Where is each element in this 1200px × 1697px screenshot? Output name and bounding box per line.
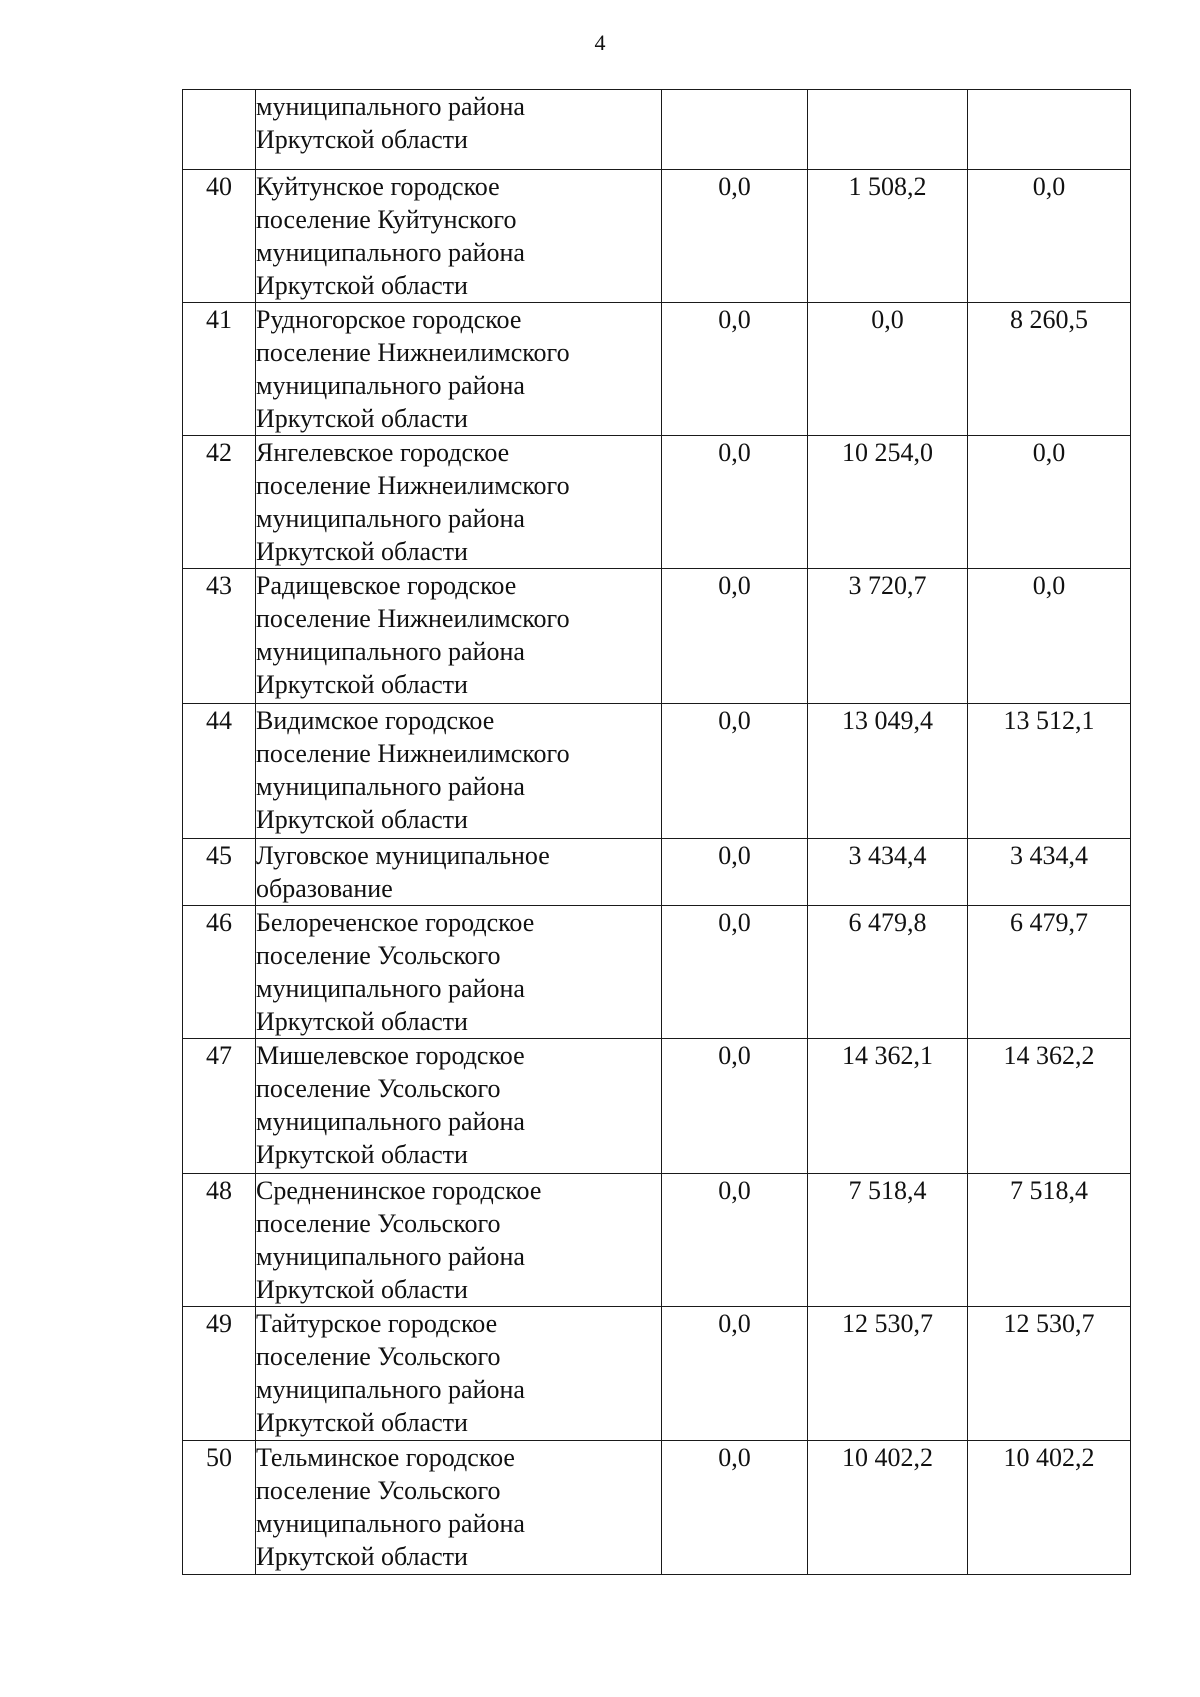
municipality-name-line: Мишелевское городское bbox=[256, 1041, 525, 1070]
municipality-name-line: муниципального района bbox=[256, 371, 525, 400]
value-cell: 7 518,4 bbox=[968, 1174, 1131, 1307]
row-number-cell: 47 bbox=[183, 1039, 256, 1174]
value-cell bbox=[808, 90, 968, 170]
table-row bbox=[183, 1307, 1131, 1441]
value-cell: 0,0 bbox=[662, 1441, 808, 1575]
municipality-name-cell bbox=[256, 170, 662, 303]
row-number-cell: 49 bbox=[183, 1307, 256, 1441]
municipality-name-line: муниципального района bbox=[256, 772, 525, 801]
municipality-name-line: Иркутской области bbox=[256, 125, 468, 154]
value-cell: 10 402,2 bbox=[968, 1441, 1131, 1575]
municipality-name-line: Тайтурское городское bbox=[256, 1309, 498, 1338]
table-row bbox=[183, 569, 1131, 704]
row-number-cell: 44 bbox=[183, 704, 256, 839]
municipality-name-cell bbox=[256, 569, 662, 704]
value-cell: 7 518,4 bbox=[808, 1174, 968, 1307]
row-number-cell: 43 bbox=[183, 569, 256, 704]
table-row bbox=[183, 303, 1131, 436]
value-cell: 13 049,4 bbox=[808, 704, 968, 839]
table-row-continuation bbox=[183, 90, 1131, 170]
table-row bbox=[183, 1441, 1131, 1575]
row-number-cell: 45 bbox=[183, 839, 256, 906]
value-cell: 14 362,1 bbox=[808, 1039, 968, 1174]
municipality-name-line: муниципального района bbox=[256, 1107, 525, 1136]
municipality-name-line: Видимское городское bbox=[256, 706, 495, 735]
municipality-name-cell bbox=[256, 839, 662, 906]
value-cell: 0,0 bbox=[662, 436, 808, 569]
value-cell: 0,0 bbox=[662, 704, 808, 839]
value-cell: 14 362,2 bbox=[968, 1039, 1131, 1174]
table-row bbox=[183, 906, 1131, 1039]
municipality-name-line: муниципального района bbox=[256, 974, 525, 1003]
municipality-name-line: Иркутской области bbox=[256, 1140, 468, 1169]
allocation-table bbox=[182, 89, 1131, 1575]
municipality-name-line: Иркутской области bbox=[256, 271, 468, 300]
municipality-name-line: Тельминское городское bbox=[256, 1443, 515, 1472]
municipality-name-line: Иркутской области bbox=[256, 404, 468, 433]
row-number-cell: 50 bbox=[183, 1441, 256, 1575]
municipality-name-cell bbox=[256, 906, 662, 1039]
value-cell: 3 720,7 bbox=[808, 569, 968, 704]
value-cell: 0,0 bbox=[968, 436, 1131, 569]
table-row bbox=[183, 170, 1131, 303]
value-cell: 12 530,7 bbox=[808, 1307, 968, 1441]
municipality-name-line: поселение Нижнеилимского bbox=[256, 471, 570, 500]
value-cell: 0,0 bbox=[662, 303, 808, 436]
municipality-name-line: поселение Куйтунского bbox=[256, 205, 517, 234]
municipality-name-line: поселение Усольского bbox=[256, 1209, 501, 1238]
municipality-name-line: муниципального района bbox=[256, 92, 525, 121]
municipality-name-line: поселение Нижнеилимского bbox=[256, 604, 570, 633]
municipality-name-cell bbox=[256, 1441, 662, 1575]
municipality-name-line: Куйтунское городское bbox=[256, 172, 500, 201]
municipality-name-line: муниципального района bbox=[256, 1242, 525, 1271]
value-cell: 0,0 bbox=[662, 170, 808, 303]
municipality-name-line: Иркутской области bbox=[256, 805, 468, 834]
municipality-name-cell bbox=[256, 1307, 662, 1441]
value-cell: 10 254,0 bbox=[808, 436, 968, 569]
municipality-name-line: поселение Усольского bbox=[256, 1342, 501, 1371]
municipality-name-line: Луговское муниципальное bbox=[256, 841, 550, 870]
municipality-name-line: Иркутской области bbox=[256, 537, 468, 566]
value-cell: 6 479,8 bbox=[808, 906, 968, 1039]
value-cell: 0,0 bbox=[662, 569, 808, 704]
municipality-name-line: Иркутской области bbox=[256, 1542, 468, 1571]
municipality-name-line: муниципального района bbox=[256, 1509, 525, 1538]
municipality-name-line: Белореченское городское bbox=[256, 908, 535, 937]
value-cell: 12 530,7 bbox=[968, 1307, 1131, 1441]
value-cell: 0,0 bbox=[662, 1174, 808, 1307]
value-cell: 0,0 bbox=[662, 1307, 808, 1441]
value-cell: 8 260,5 bbox=[968, 303, 1131, 436]
row-number-cell: 48 bbox=[183, 1174, 256, 1307]
municipality-name-line: Иркутской области bbox=[256, 1408, 468, 1437]
municipality-name-line: образование bbox=[256, 874, 393, 903]
table-row bbox=[183, 1174, 1131, 1307]
municipality-name-line: Средненинское городское bbox=[256, 1176, 542, 1205]
municipality-name-line: поселение Усольского bbox=[256, 1476, 501, 1505]
value-cell: 0,0 bbox=[662, 906, 808, 1039]
municipality-name-cell bbox=[256, 1039, 662, 1174]
value-cell: 0,0 bbox=[968, 170, 1131, 303]
municipality-name-line: муниципального района bbox=[256, 637, 525, 666]
value-cell: 6 479,7 bbox=[968, 906, 1131, 1039]
municipality-name-line: поселение Нижнеилимского bbox=[256, 739, 570, 768]
table-body bbox=[183, 90, 1131, 1575]
municipality-name-line: Иркутской области bbox=[256, 1275, 468, 1304]
municipality-name-line: Рудногорское городское bbox=[256, 305, 522, 334]
value-cell: 1 508,2 bbox=[808, 170, 968, 303]
value-cell bbox=[968, 90, 1131, 170]
value-cell: 3 434,4 bbox=[968, 839, 1131, 906]
row-number-cell: 40 bbox=[183, 170, 256, 303]
row-number-cell: 46 bbox=[183, 906, 256, 1039]
municipality-name-cell bbox=[256, 704, 662, 839]
municipality-name-cell bbox=[256, 90, 662, 170]
table-row bbox=[183, 704, 1131, 839]
municipality-name-line: поселение Усольского bbox=[256, 1074, 501, 1103]
value-cell: 0,0 bbox=[808, 303, 968, 436]
municipality-name-line: Янгелевское городское bbox=[256, 438, 510, 467]
value-cell: 0,0 bbox=[662, 839, 808, 906]
table-row bbox=[183, 1039, 1131, 1174]
value-cell bbox=[662, 90, 808, 170]
municipality-name-line: поселение Усольского bbox=[256, 941, 501, 970]
table-row bbox=[183, 839, 1131, 906]
value-cell: 0,0 bbox=[968, 569, 1131, 704]
municipality-name-line: поселение Нижнеилимского bbox=[256, 338, 570, 367]
municipality-name-line: муниципального района bbox=[256, 504, 525, 533]
municipality-name-line: Иркутской области bbox=[256, 1007, 468, 1036]
municipality-name-cell bbox=[256, 1174, 662, 1307]
page-number: 4 bbox=[594, 30, 606, 55]
value-cell: 3 434,4 bbox=[808, 839, 968, 906]
municipality-name-line: Иркутской области bbox=[256, 670, 468, 699]
table-row bbox=[183, 436, 1131, 569]
row-number-cell bbox=[183, 90, 256, 170]
municipality-name-line: муниципального района bbox=[256, 238, 525, 267]
municipality-name-cell bbox=[256, 303, 662, 436]
municipality-name-line: Радищевское городское bbox=[256, 571, 517, 600]
row-number-cell: 41 bbox=[183, 303, 256, 436]
municipality-name-line: муниципального района bbox=[256, 1375, 525, 1404]
value-cell: 10 402,2 bbox=[808, 1441, 968, 1575]
value-cell: 0,0 bbox=[662, 1039, 808, 1174]
row-number-cell: 42 bbox=[183, 436, 256, 569]
municipality-name-cell bbox=[256, 436, 662, 569]
value-cell: 13 512,1 bbox=[968, 704, 1131, 839]
